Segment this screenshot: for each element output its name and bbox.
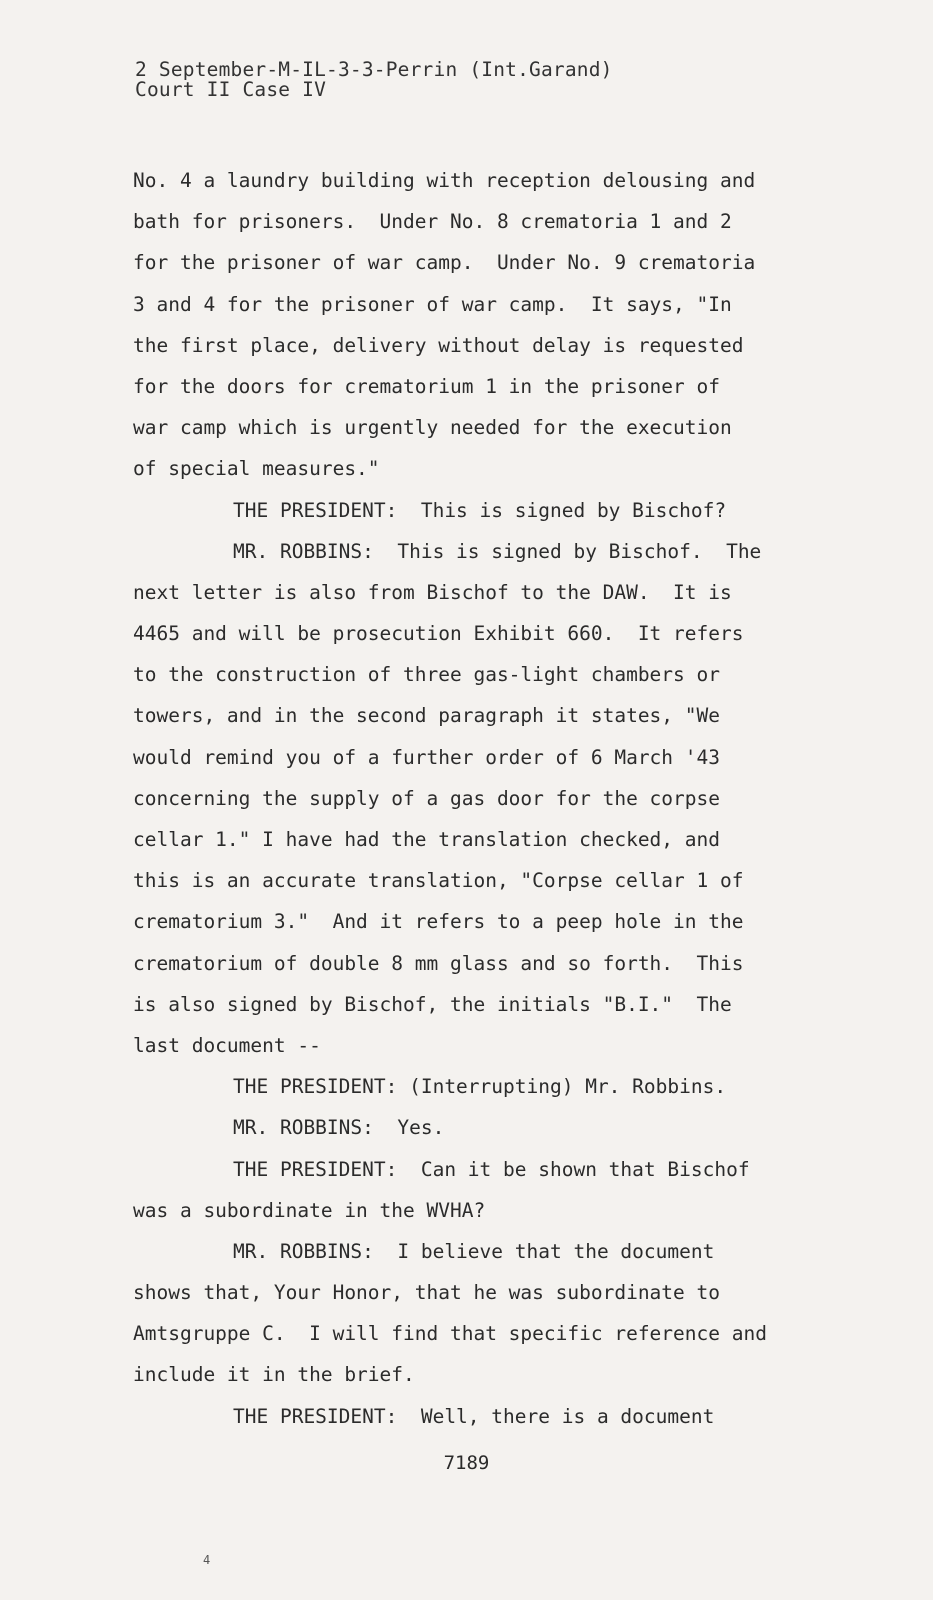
text-line: was a subordinate in the WVHA?	[133, 1198, 486, 1222]
speaker-line: THE PRESIDENT: This is signed by Bischof?	[233, 498, 727, 522]
margin-mark: 4	[203, 1553, 211, 1567]
page-number: 7189	[443, 1452, 490, 1474]
document-header	[135, 60, 613, 100]
text-line: shows that, Your Honor, that he was subordinate to	[133, 1281, 720, 1305]
text-line: would remind you of a further order of 6 March '43	[133, 745, 720, 769]
text-line: this is an accurate translation, "Corpse cellar 1 of	[133, 869, 744, 893]
text-line: next letter is also from Bischof to the DAW. It is	[133, 580, 732, 604]
text-line: crematorium of double 8 mm glass and so forth. This	[133, 951, 744, 975]
text-line: to the construction of three gas-light chambers or	[133, 663, 720, 687]
text-line: of special measures."	[133, 457, 380, 481]
text-line: bath for prisoners. Under No. 8 crematoria 1 and 2	[133, 210, 732, 234]
transcript-body	[133, 160, 798, 1437]
speaker-line: THE PRESIDENT: (Interrupting) Mr. Robbins.	[233, 1075, 727, 1099]
text-line: concerning the supply of a gas door for the corpse	[133, 786, 720, 810]
text-line: towers, and in the second paragraph it states, "We	[133, 704, 720, 728]
text-line: for the doors for crematorium 1 in the prisoner of	[133, 374, 720, 398]
text-line: war camp which is urgently needed for the execution	[133, 416, 732, 440]
text-line: crematorium 3." And it refers to a peep hole in the	[133, 910, 744, 934]
text-line: the first place, delivery without delay is requested	[133, 333, 744, 357]
text-line: cellar 1." I have had the translation checked, and	[133, 828, 720, 851]
speaker-line: THE PRESIDENT: Can it be shown that Bischof	[233, 1157, 750, 1181]
header-line-2: Court II Case IV	[135, 78, 327, 101]
text-line: include it in the brief.	[133, 1363, 415, 1387]
text-line: Amtsgruppe C. I will find that specific reference and	[133, 1322, 767, 1346]
speaker-line: MR. ROBBINS: This is signed by Bischof. The	[233, 539, 762, 563]
text-line: No. 4 a laundry building with reception delousing and	[133, 169, 756, 192]
text-line: for the prisoner of war camp. Under No. 9 crematoria	[133, 251, 756, 275]
text-line: last document --	[133, 1033, 321, 1057]
text-line: 3 and 4 for the prisoner of war camp. It says, "In	[133, 292, 732, 316]
speaker-line: MR. ROBBINS: I believe that the document	[233, 1239, 715, 1263]
speaker-line: THE PRESIDENT: Well, there is a document	[233, 1404, 715, 1428]
header-line-1: 2 September-M-IL-3-3-Perrin (Int.Garand)	[135, 58, 613, 81]
text-line: 4465 and will be prosecution Exhibit 660. It refers	[133, 622, 744, 646]
text-line: is also signed by Bischof, the initials "B.I." The	[133, 992, 732, 1016]
speaker-line: MR. ROBBINS: Yes.	[233, 1116, 445, 1140]
